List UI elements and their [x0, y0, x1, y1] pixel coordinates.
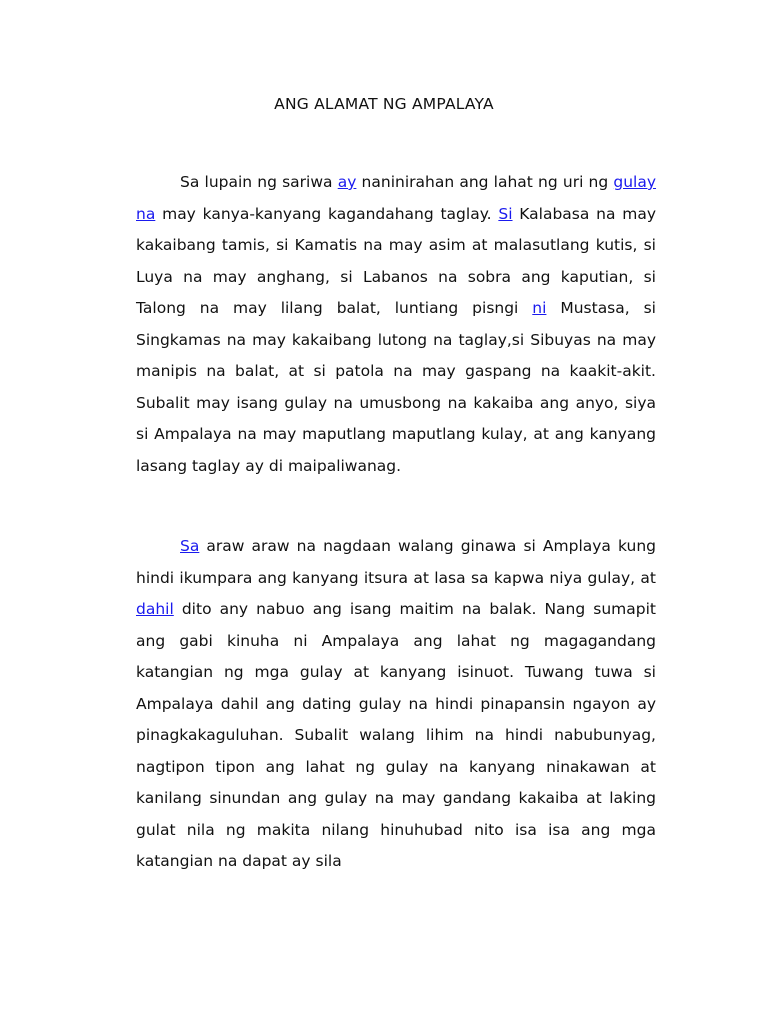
- link-gulay[interactable]: gulay: [613, 173, 657, 191]
- paragraph-1: [136, 167, 656, 482]
- paragraph-text: may kanya-kanyang kagandahang taglay.: [155, 204, 499, 223]
- paragraph-text: Mustasa, si Singkamas na may kakaibang lutong na taglay,si Sibuyas na may manipis na balat, at si patola na may gaspang na kaakit-akit. Subalit may isang gulay na umusbong na kakaiba ang anyo, siya si Ampalaya na may maputlang maputlang kulay, at ang kanyang lasang taglay ay di maipaliwanag.: [136, 299, 656, 475]
- paragraph-text: naninirahan ang lahat ng uri ng: [356, 173, 614, 191]
- paragraph-text: araw araw na nagdaan walang ginawa si Amplaya kung hindi ikumpara ang kanyang itsura at lasa sa kapwa niya gulay, at: [136, 537, 656, 587]
- link-ni[interactable]: ni: [532, 299, 547, 317]
- link-sa[interactable]: Sa: [180, 537, 200, 555]
- paragraph-text: Sa lupain ng sariwa: [180, 173, 338, 191]
- document-title: ANG ALAMAT NG AMPALAYA: [274, 95, 494, 113]
- link-ay[interactable]: ay: [337, 173, 357, 191]
- link-si[interactable]: Si: [498, 204, 513, 223]
- paragraph-text: Kalabasa na may kakaibang tamis, si Kamatis na may asim at malasutlang kutis, si Luya na may anghang, si Labanos na sobra ang kaputian, si Talong na may lilang balat, luntiang pisngi: [136, 204, 656, 317]
- paragraph-text: dito any nabuo ang isang maitim na balak. Nang sumapit ang gabi kinuha ni Ampalaya ang lahat ng magagandang katangian ng mga gulay at kanyang isinuot. Tuwang tuwa si Ampalaya dahil ang dating gulay na hindi pinapansin ngayon ay pinagkakaguluhan. Subalit walang lihim na hindi nabubunyag, nagtipon tipon ang lahat ng gulay na kanyang ninakawan at kanilang sinundan ang gulay na may gandang kakaiba at laking gulat nila ng makita nilang hinuhubad nito isa isa ang mga katangian na dapat ay sila: [136, 600, 656, 870]
- link-dahil[interactable]: dahil: [136, 600, 174, 618]
- paragraph-2: [136, 531, 656, 878]
- link-na[interactable]: na: [136, 204, 156, 223]
